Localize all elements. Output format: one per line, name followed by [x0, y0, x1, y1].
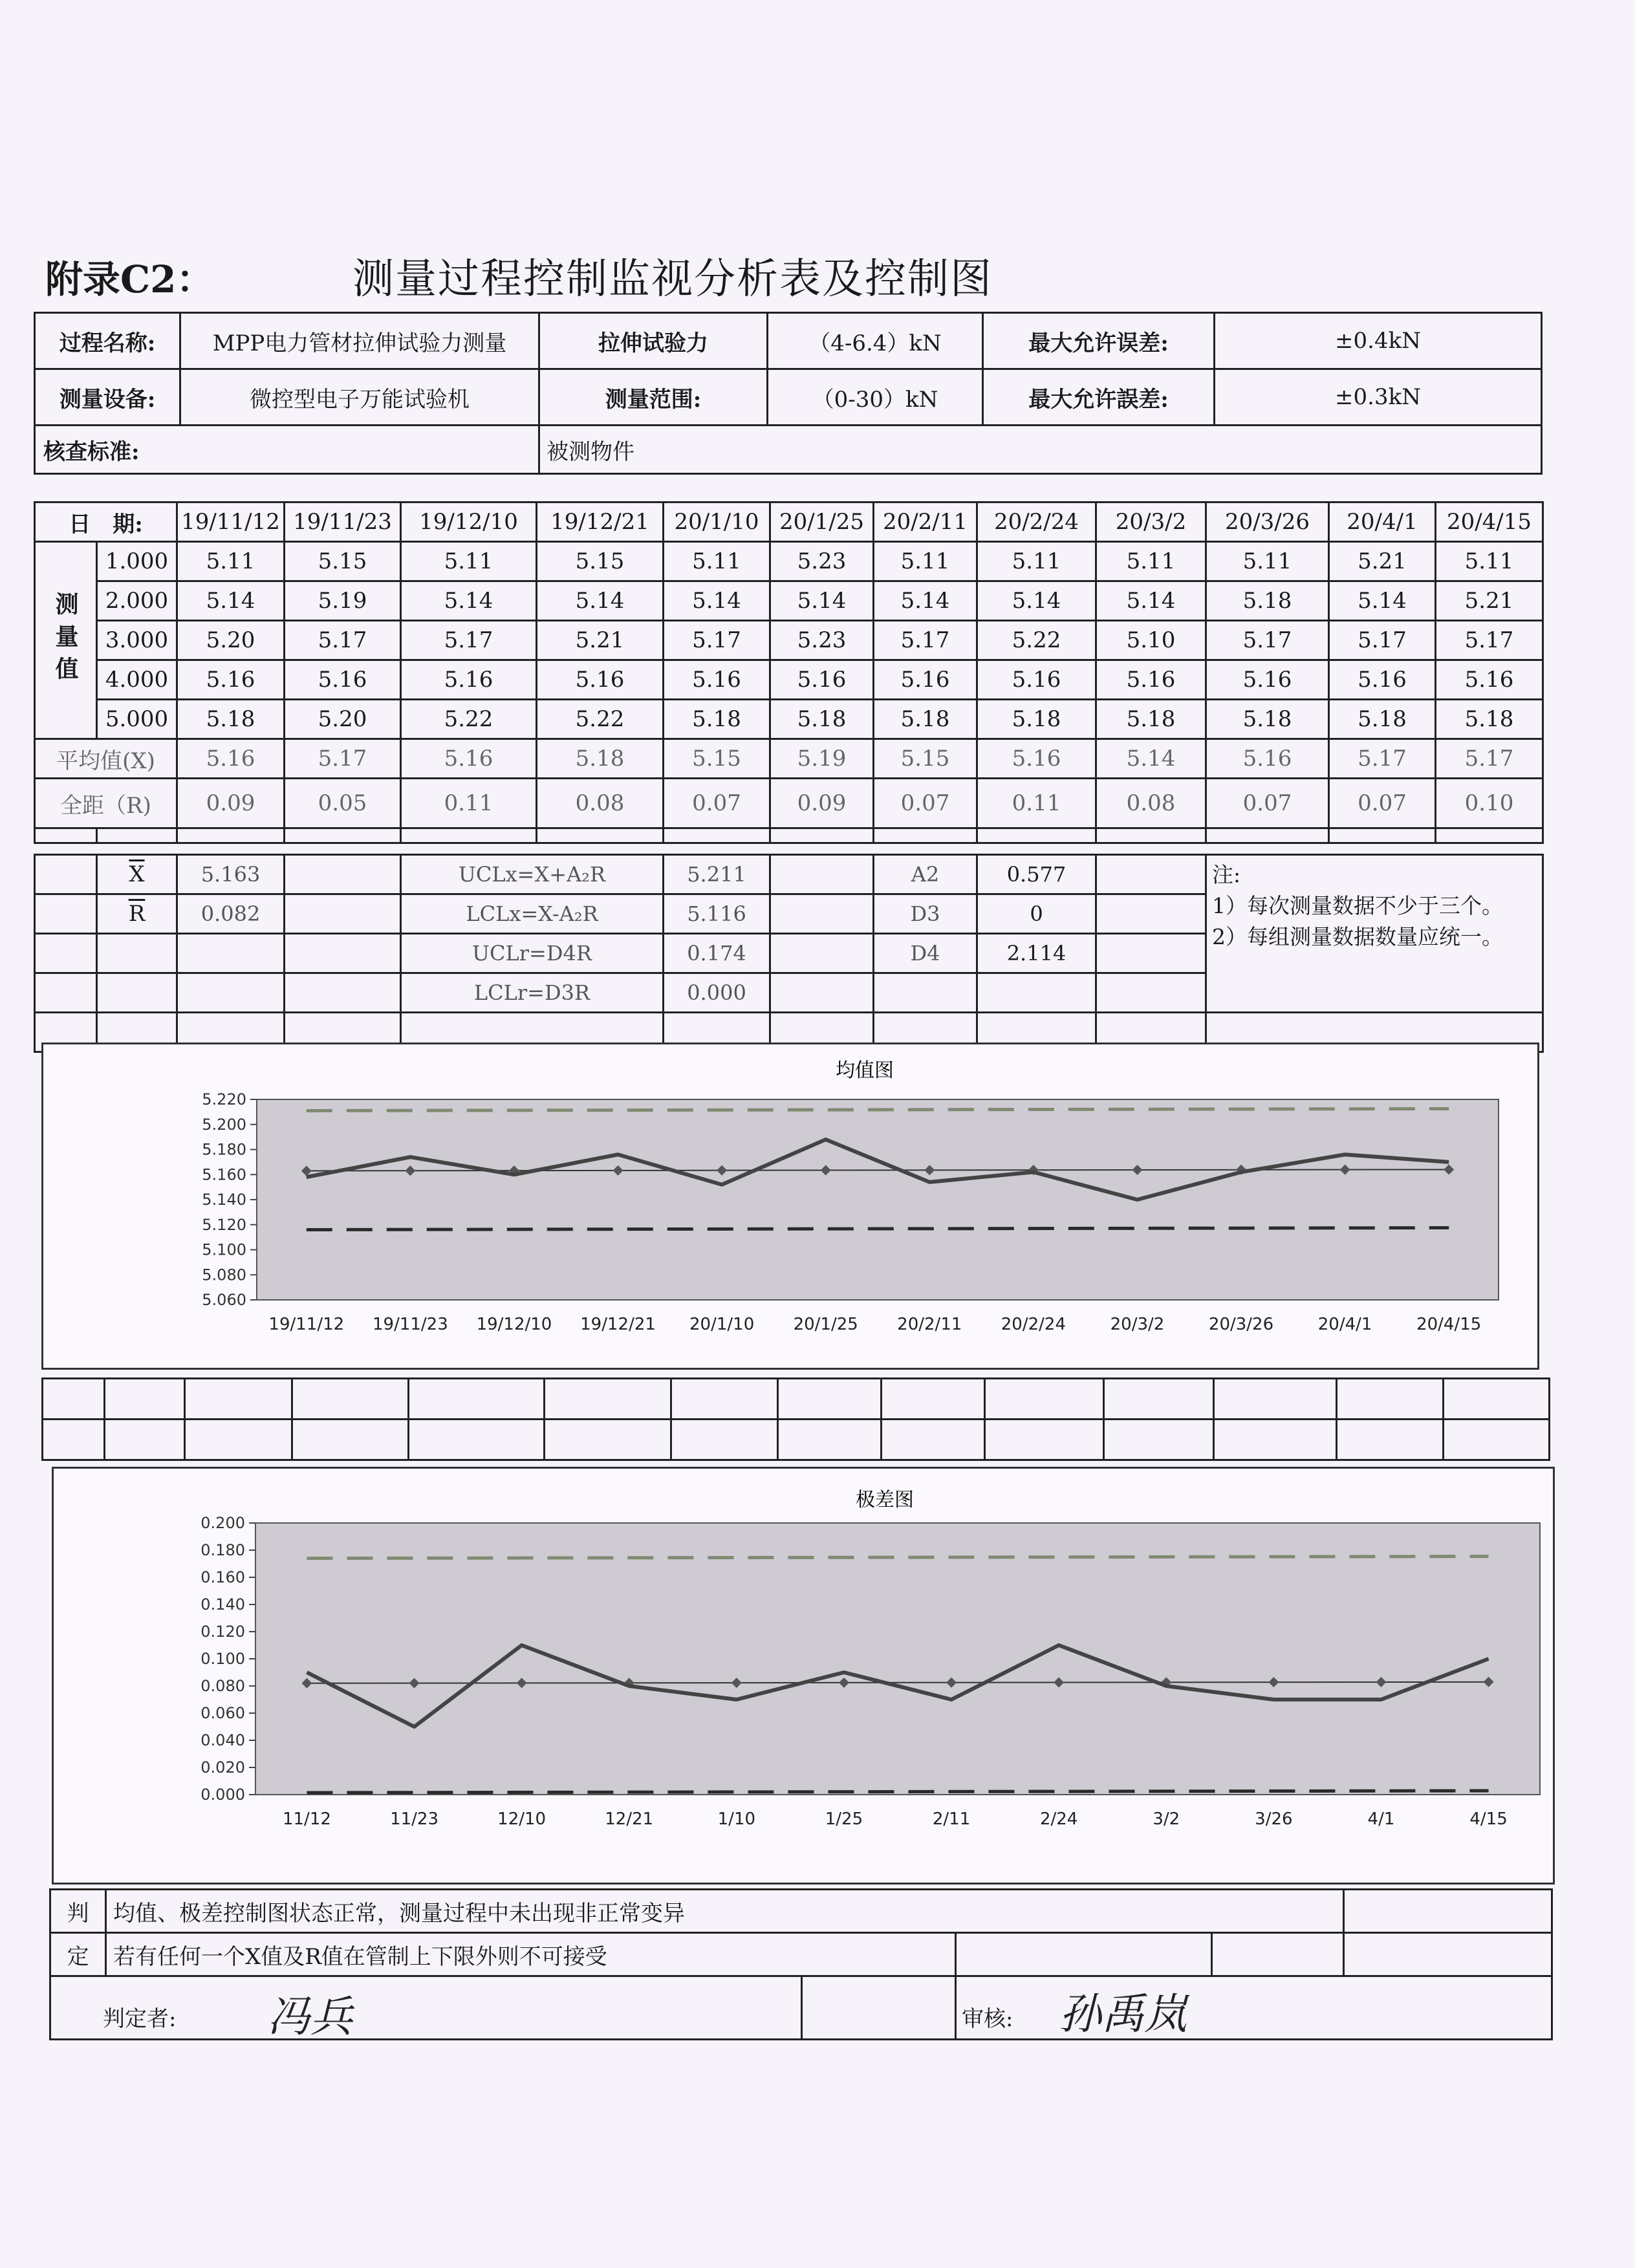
- mean-cell: 5.16: [177, 739, 285, 779]
- y-tick-label: 5.200: [202, 1115, 246, 1134]
- measure-cell: 5.14: [1329, 581, 1436, 621]
- y-tick-label: 5.220: [202, 1090, 246, 1108]
- mean-cell: 5.17: [1436, 739, 1543, 779]
- range-label: 测量范围:: [539, 369, 768, 426]
- lcl-line: [307, 1228, 1449, 1230]
- measure-cell: 5.17: [401, 621, 537, 660]
- measure-cell: 5.16: [537, 660, 664, 700]
- date-cell: 20/4/15: [1436, 502, 1543, 542]
- y-tick-label: 5.080: [202, 1266, 246, 1284]
- range-cell: 0.05: [285, 779, 401, 828]
- plot-area: [257, 1099, 1499, 1300]
- y-tick-label: 0.160: [200, 1568, 245, 1586]
- measure-cell: 5.18: [770, 700, 874, 739]
- d4-value: 2.114: [977, 934, 1096, 973]
- range-chart: [54, 1469, 1553, 1883]
- measure-cell: 5.21: [1329, 542, 1436, 581]
- max-error-label-1: 最大允许误差:: [983, 313, 1215, 369]
- range-cell: 0.07: [1206, 779, 1329, 828]
- blank-cell: [1096, 828, 1206, 843]
- y-tick-label: 0.180: [200, 1541, 245, 1559]
- header-table: [34, 312, 1543, 475]
- x-tick-label: 1/10: [717, 1809, 756, 1829]
- blank-cell: [35, 828, 97, 843]
- x-tick-label: 20/1/25: [793, 1315, 858, 1334]
- blank-cell: [537, 828, 664, 843]
- y-tick-label: 0.100: [200, 1650, 245, 1668]
- y-tick-label: 5.120: [202, 1215, 246, 1234]
- measure-cell: 5.16: [1096, 660, 1206, 700]
- judge-label: 判定者:: [103, 2006, 177, 2032]
- measure-cell: 5.10: [1096, 621, 1206, 660]
- x-tick-label: 19/12/21: [580, 1315, 656, 1334]
- blank-cell: [1329, 828, 1436, 843]
- date-cell: 19/12/21: [537, 502, 664, 542]
- x-tick-label: 20/4/15: [1416, 1315, 1482, 1334]
- quantity-label: 拉伸试验力: [539, 313, 768, 369]
- range-cell: 0.09: [770, 779, 874, 828]
- note-2: 2）每组测量数据数量应统一。: [1212, 924, 1503, 949]
- spacer-table-1: [41, 1377, 1550, 1461]
- range-cell: 0.09: [177, 779, 285, 828]
- blank-cell: [770, 828, 874, 843]
- date-cell: 20/3/2: [1096, 502, 1206, 542]
- x-tick-label: 4/1: [1367, 1809, 1395, 1829]
- chart-title: 极差图: [856, 1489, 914, 1511]
- calculation-table: [34, 854, 1544, 1053]
- x-tick-label: 20/4/1: [1317, 1315, 1372, 1334]
- judge-cell: [50, 1976, 802, 2040]
- chart-title: 均值图: [836, 1059, 894, 1082]
- mean-cell: 5.14: [1096, 739, 1206, 779]
- range-cell: 0.08: [537, 779, 664, 828]
- range-cell: 0.07: [874, 779, 977, 828]
- mean-chart-frame: [41, 1042, 1539, 1370]
- measure-cell: 5.14: [874, 581, 977, 621]
- y-tick-label: 0.140: [200, 1595, 245, 1614]
- date-label: 日 期:: [35, 502, 177, 542]
- date-cell: 19/11/23: [285, 502, 401, 542]
- x-tick-label: 20/3/26: [1208, 1315, 1274, 1334]
- appendix-label: 附录C2：: [45, 257, 214, 301]
- measure-cell: 5.16: [401, 660, 537, 700]
- measure-cell: 5.19: [285, 581, 401, 621]
- y-tick-label: 0.200: [200, 1514, 245, 1532]
- lclr-label: LCLr=D3R: [401, 973, 664, 1013]
- range-cell: 0.07: [1329, 779, 1436, 828]
- review-cell: [956, 1976, 1552, 2040]
- x-tick-label: 12/10: [497, 1809, 547, 1829]
- date-cell: 19/12/10: [401, 502, 537, 542]
- page-title: 测量过程控制监视分析表及控制图: [352, 255, 993, 303]
- d3-label: D3: [874, 894, 977, 934]
- date-cell: 20/2/24: [977, 502, 1096, 542]
- x-tick-label: 20/3/2: [1110, 1315, 1165, 1334]
- x-tick-label: 20/2/11: [897, 1315, 962, 1334]
- blank-cell: [177, 828, 285, 843]
- x-tick-label: 11/12: [282, 1809, 331, 1829]
- measure-cell: 5.21: [1436, 581, 1543, 621]
- measure-cell: 5.14: [177, 581, 285, 621]
- measure-cell: 5.16: [977, 660, 1096, 700]
- check-standard-label: 核查标准:: [35, 426, 539, 474]
- range-chart-frame: [52, 1467, 1555, 1885]
- uclx-value: 5.211: [664, 855, 770, 894]
- measurement-table: [34, 501, 1544, 844]
- measure-cell: 5.17: [285, 621, 401, 660]
- x-tick-label: 2/24: [1039, 1809, 1078, 1829]
- max-error-label-2: 最大允许誤差:: [983, 369, 1215, 426]
- measure-cell: 5.17: [1329, 621, 1436, 660]
- x-tick-label: 20/2/24: [1001, 1315, 1066, 1334]
- measure-cell: 5.14: [770, 581, 874, 621]
- y-tick-label: 0.120: [200, 1623, 245, 1641]
- x-tick-label: 20/1/10: [689, 1315, 755, 1334]
- mean-cell: 5.19: [770, 739, 874, 779]
- y-tick-label: 0.080: [200, 1677, 245, 1695]
- y-tick-label: 5.060: [202, 1291, 246, 1309]
- measure-cell: 5.15: [285, 542, 401, 581]
- mean-cell: 5.15: [874, 739, 977, 779]
- measure-cell: 5.18: [977, 700, 1096, 739]
- notes: [1206, 855, 1543, 1013]
- lclr-value: 0.000: [664, 973, 770, 1013]
- measure-cell: 5.18: [1206, 700, 1329, 739]
- measure-cell: 5.14: [401, 581, 537, 621]
- max-error-value-1: ±0.4kN: [1215, 313, 1542, 369]
- uclr-value: 0.174: [664, 934, 770, 973]
- date-cell: 20/1/25: [770, 502, 874, 542]
- equipment-value: 微控型电子万能试验机: [180, 369, 539, 426]
- process-value: MPP电力管材拉伸试验力测量: [180, 313, 539, 369]
- measure-cell: 5.11: [1096, 542, 1206, 581]
- x-tick-label: 1/25: [825, 1809, 863, 1829]
- blank-cell: [874, 828, 977, 843]
- blank-cell: [401, 828, 537, 843]
- date-cell: 20/1/10: [664, 502, 770, 542]
- y-tick-label: 0.020: [200, 1758, 245, 1777]
- measure-cell: 5.16: [177, 660, 285, 700]
- blank-cell: [977, 828, 1096, 843]
- mean-cell: 5.16: [977, 739, 1096, 779]
- measure-cell: 5.18: [1329, 700, 1436, 739]
- y-tick-label: 5.160: [202, 1165, 246, 1184]
- x-tick-label: 11/23: [390, 1809, 439, 1829]
- measure-cell: 5.17: [1206, 621, 1329, 660]
- equipment-label: 测量设备:: [35, 369, 180, 426]
- date-cell: 20/4/1: [1329, 502, 1436, 542]
- blank-cell: [664, 828, 770, 843]
- note-1: 1）每次测量数据不少于三个。: [1212, 893, 1503, 918]
- measure-cell: 5.11: [664, 542, 770, 581]
- measure-cell: 5.14: [977, 581, 1096, 621]
- object-label: 被测物件: [539, 426, 1542, 474]
- measure-cell: 5.17: [874, 621, 977, 660]
- judgement-line-2: 若有任何一个X值及R值在管制上下限外则不可接受: [106, 1933, 956, 1976]
- mean-label: 平均值(X): [35, 739, 177, 779]
- mean-cell: 5.16: [401, 739, 537, 779]
- mean-cell: 5.17: [1329, 739, 1436, 779]
- blank-cell: [1206, 828, 1329, 843]
- mean-cell: 5.15: [664, 739, 770, 779]
- measure-cell: 5.23: [770, 542, 874, 581]
- measure-cell: 5.16: [770, 660, 874, 700]
- x-tick-label: 12/21: [605, 1809, 654, 1829]
- measure-cell: 5.17: [664, 621, 770, 660]
- measure-cell: 5.17: [1436, 621, 1543, 660]
- measure-cell: 5.15: [537, 542, 664, 581]
- uclr-label: UCLr=D4R: [401, 934, 664, 973]
- lclx-value: 5.116: [664, 894, 770, 934]
- judgement-label-1: 判: [50, 1890, 106, 1933]
- measure-cell: 5.18: [1206, 581, 1329, 621]
- measure-cell: 5.16: [285, 660, 401, 700]
- rbar-value: 0.082: [177, 894, 285, 934]
- measure-cell: 5.16: [1329, 660, 1436, 700]
- row-index: 3.000: [97, 621, 177, 660]
- review-label: 审核:: [962, 2006, 1013, 2032]
- range-cell: 0.08: [1096, 779, 1206, 828]
- a2-label: A2: [874, 855, 977, 894]
- row-index: 4.000: [97, 660, 177, 700]
- mean-chart: [43, 1044, 1537, 1368]
- row-index: 1.000: [97, 542, 177, 581]
- measure-cell: 5.16: [664, 660, 770, 700]
- measure-cell: 5.22: [401, 700, 537, 739]
- measure-cell: 5.11: [977, 542, 1096, 581]
- mean-cell: 5.16: [1206, 739, 1329, 779]
- range-value: （0-30）kN: [768, 369, 983, 426]
- max-error-value-2: ±0.3kN: [1215, 369, 1542, 426]
- y-tick-label: 5.180: [202, 1140, 246, 1159]
- measure-cell: 5.22: [537, 700, 664, 739]
- measure-cell: 5.18: [1096, 700, 1206, 739]
- x-tick-label: 4/15: [1469, 1809, 1508, 1829]
- measure-cell: 5.16: [1206, 660, 1329, 700]
- mean-cell: 5.17: [285, 739, 401, 779]
- blank-cell: [1436, 828, 1543, 843]
- process-label: 过程名称:: [35, 313, 180, 369]
- range-cell: 0.07: [664, 779, 770, 828]
- judge-signature: 冯兵: [267, 1992, 353, 2042]
- x-tick-label: 3/2: [1153, 1809, 1180, 1829]
- measure-cell: 5.21: [537, 621, 664, 660]
- a2-value: 0.577: [977, 855, 1096, 894]
- measure-cell: 5.11: [874, 542, 977, 581]
- measure-cell: 5.16: [1436, 660, 1543, 700]
- date-cell: 20/2/11: [874, 502, 977, 542]
- x-tick-label: 19/12/10: [476, 1315, 552, 1334]
- range-label: 全距（R): [35, 779, 177, 828]
- x-tick-label: 2/11: [932, 1809, 971, 1829]
- rbar-label: $\overline{R}$: [97, 894, 177, 934]
- judgement-table: [49, 1888, 1553, 2040]
- measure-cell: 5.18: [874, 700, 977, 739]
- measure-cell: 5.18: [1436, 700, 1543, 739]
- measure-cell: 5.22: [977, 621, 1096, 660]
- measure-cell: 5.11: [1436, 542, 1543, 581]
- range-cell: 0.11: [977, 779, 1096, 828]
- x-tick-label: 3/26: [1255, 1809, 1293, 1829]
- date-cell: 20/3/26: [1206, 502, 1329, 542]
- blank-cell: [97, 828, 177, 843]
- measure-cell: 5.11: [401, 542, 537, 581]
- judgement-label-2: 定: [50, 1933, 106, 1976]
- measure-cell: 5.11: [177, 542, 285, 581]
- measure-cell: 5.23: [770, 621, 874, 660]
- measure-label: 测量值: [35, 542, 97, 739]
- x-tick-label: 19/11/23: [372, 1315, 448, 1334]
- measure-cell: 5.14: [537, 581, 664, 621]
- quantity-range: （4-6.4）kN: [768, 313, 983, 369]
- measure-cell: 5.18: [664, 700, 770, 739]
- x-tick-label: 19/11/12: [268, 1315, 345, 1334]
- y-tick-label: 5.100: [202, 1240, 246, 1259]
- ucl-line: [307, 1108, 1449, 1110]
- range-cell: 0.10: [1436, 779, 1543, 828]
- d4-label: D4: [874, 934, 977, 973]
- uclx-label: UCLx=X+A₂R: [401, 855, 664, 894]
- d3-value: 0: [977, 894, 1096, 934]
- y-tick-label: 0.060: [200, 1704, 245, 1722]
- note-title: 注:: [1212, 862, 1241, 887]
- plot-area: [255, 1523, 1540, 1795]
- y-tick-label: 0.040: [200, 1731, 245, 1749]
- measure-cell: 5.20: [177, 621, 285, 660]
- xbar-label: $\overline{X}$: [97, 855, 177, 894]
- measure-cell: 5.18: [177, 700, 285, 739]
- y-tick-label: 5.140: [202, 1191, 246, 1209]
- measure-cell: 5.14: [1096, 581, 1206, 621]
- measure-cell: 5.11: [1206, 542, 1329, 581]
- row-index: 5.000: [97, 700, 177, 739]
- row-index: 2.000: [97, 581, 177, 621]
- measure-cell: 5.14: [664, 581, 770, 621]
- measure-cell: 5.20: [285, 700, 401, 739]
- date-cell: 19/11/12: [177, 502, 285, 542]
- review-signature: 孙禹岚: [1059, 1989, 1187, 2039]
- blank-cell: [285, 828, 401, 843]
- range-cell: 0.11: [401, 779, 537, 828]
- y-tick-label: 0.000: [200, 1786, 245, 1804]
- judgement-line-1: 均值、极差控制图状态正常，测量过程中未出现非正常变异: [106, 1890, 1344, 1933]
- xbar-value: 5.163: [177, 855, 285, 894]
- lclx-label: LCLx=X-A₂R: [401, 894, 664, 934]
- measure-cell: 5.16: [874, 660, 977, 700]
- mean-cell: 5.18: [537, 739, 664, 779]
